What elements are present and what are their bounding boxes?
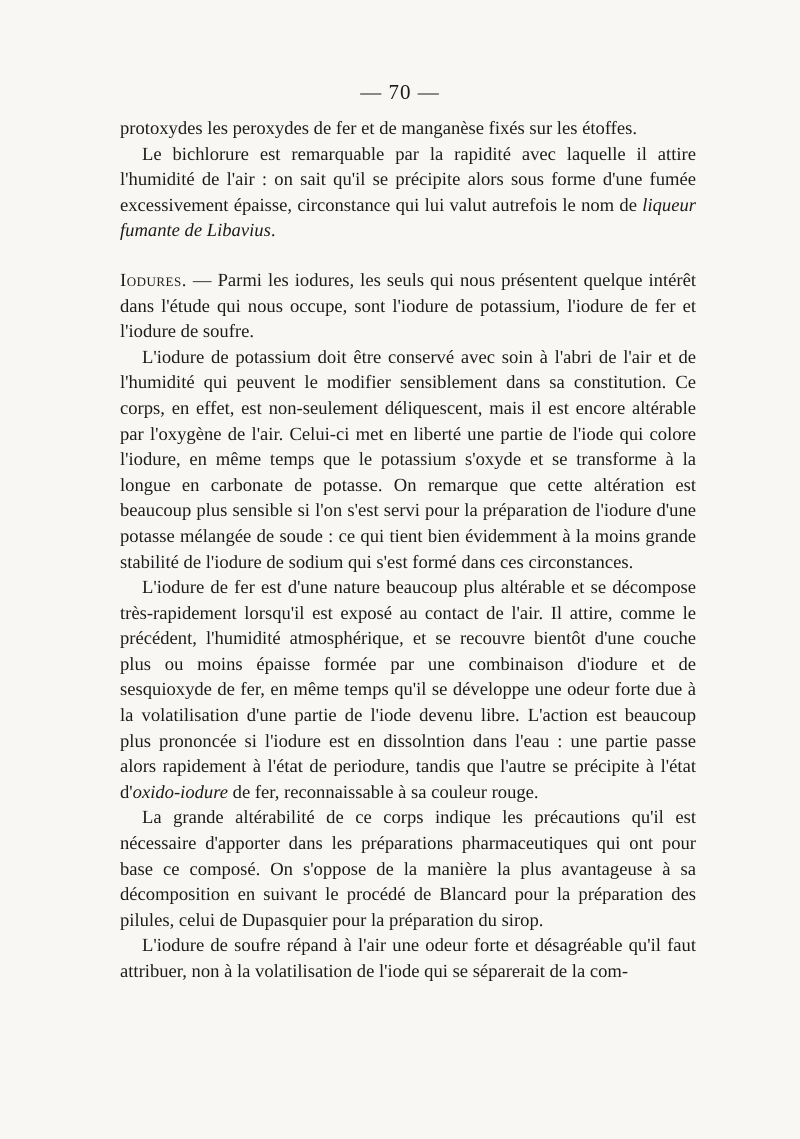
paragraph-text: Le bichlorure est remarquable par la rapidité avec laquelle il attire l'humidité de l'air : on sait qu'il se précipite alors sous forme d'une fumée excessivement épaisse, circonstance qui lui valut autrefois le nom de xyxy=(120,143,696,216)
paragraph-text-end: de fer, reconnaissable à sa couleur rouge. xyxy=(228,781,539,803)
paragraph-bichlorure xyxy=(120,142,696,244)
italic-term: liqueur fumante de Libavius xyxy=(120,194,696,242)
paragraph-iodure-potassium: L'iodure de potassium doit être conservé avec soin à l'abri de l'air et de l'humidité qui peuvent le modifier sensiblement dans sa constitution. Ce corps, en effet, est non-seulement déliquescent, mais il est encore altérable par l'oxygène de l'air. Celui-ci met en liberté une partie de l'iode qui colore l'iodure, en même temps que le potassium s'oxyde et se transforme à la longue en carbonate de potasse. On remarque que cette altération est beaucoup plus sensible si l'on s'est servi pour la préparation de l'iodure d'une potasse mélangée de soude : ce qui tient bien évidemment à la moins grande stabilité de l'iodure de sodium qui s'est formé dans ces circonstances. xyxy=(120,346,696,573)
italic-term: oxido-iodure xyxy=(132,781,229,803)
section-heading: Iodures. xyxy=(120,269,187,291)
paragraph-iodures xyxy=(120,268,696,345)
paragraph-iodure-soufre: L'iodure de soufre répand à l'air une odeur forte et désagréable qu'il faut attribuer, non à la volatilisation de l'iode qui se séparerait de la com- xyxy=(120,935,696,982)
paragraph-iodure-fer xyxy=(120,575,696,805)
paragraph-alterabilite: La grande altérabilité de ce corps indique les précautions qu'il est nécessaire d'apporter dans les préparations pharmaceutiques qui ont pour base ce composé. On s'oppose de la manière la plus avantageuse à sa décomposition en suivant le procédé de Blancard pour la préparation des pilules, celui de Dupasquier pour la préparation du sirop. xyxy=(120,807,696,931)
page-number: — 70 — xyxy=(360,80,440,104)
paragraph-text: — Parmi les iodures, les seuls qui nous présentent quelque intérêt dans l'étude qui nous occupe, sont l'iodure de potassium, l'iodure de fer et l'iodure de soufre. xyxy=(120,269,696,343)
paragraph-text: L'iodure de fer est d'une nature beaucoup plus altérable et se décompose très-rapidement lorsqu'il est exposé au contact de l'air. Il attire, comme le précédent, l'humidité atmosphérique, et se recouvre bientôt d'une couche plus ou moins épaisse formée par une combinaison d'iodure et de sesquioxyde de fer, en même temps qu'il se développe une odeur forte due à la volatilisation d'une partie de l'iode devenu libre. L'action est beaucoup plus prononcée si l'iodure est en dissolntion dans l'eau : une partie passe alors rapidement à l'état de periodure, tandis que l'autre se précipite à l'état d' xyxy=(120,577,696,803)
paragraph-continuation: protoxydes les peroxydes de fer et de manganèse fixés sur les étoffes. xyxy=(120,118,638,139)
body-text xyxy=(120,116,696,985)
paragraph-text-end: . xyxy=(270,220,276,242)
